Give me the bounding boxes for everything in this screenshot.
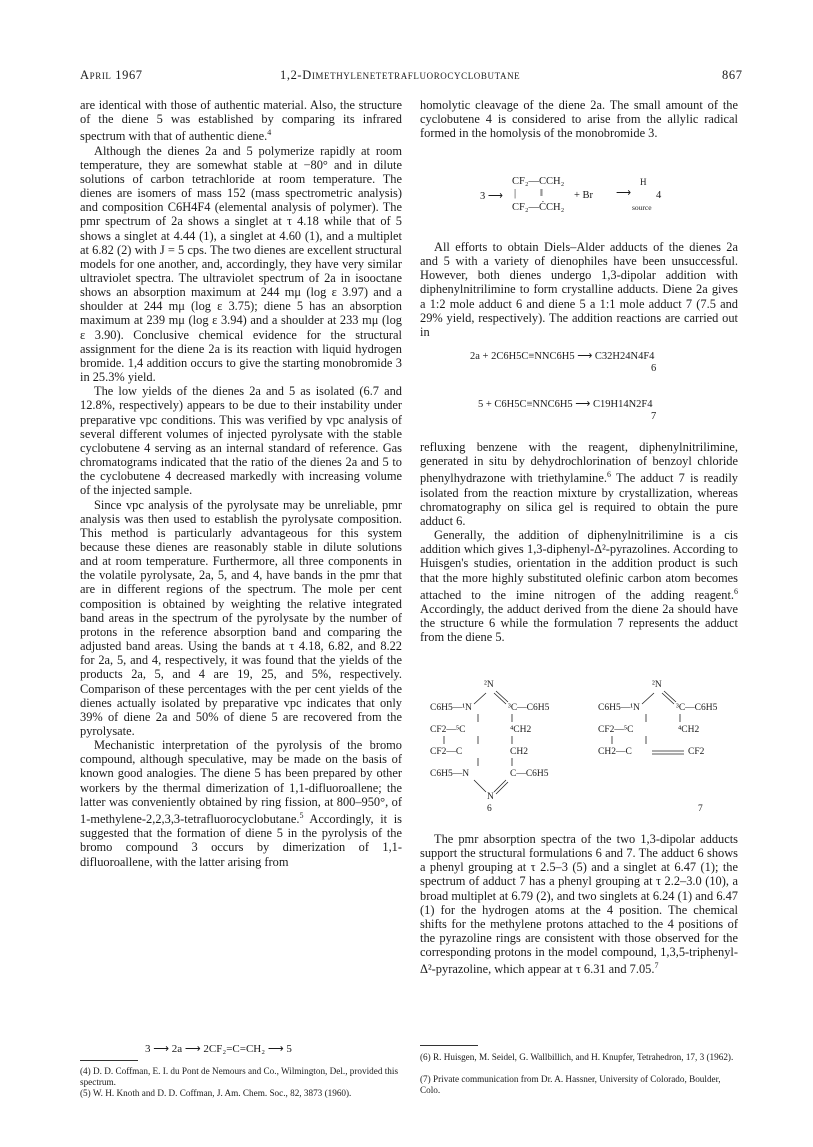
paragraph: Although the dienes 2a and 5 polymerize rapidly at room temperature, they are somewhat stable at −80° and in dilute solutions of carbon tetrachloride at room temperature. The dienes are isomers of mass 152 (mass spectrometric analysis) and composition C6H4F4 (elemental analysis of polymer). The pmr spectrum of 2a shows a singlet at τ 4.18 while that of 5 shows a singlet at 4.44 (1), a singlet at 4.60 (1), and a multiplet at 6.82 (2) with J = 5 cps. The two dienes are excellent structural models for one another, and, accordingly, they have very similar ultraviolet spectra. The ultraviolet spectrum of 2a in isooctane shows an absorption maximum at 244 mμ (log ε 3.97) and a shoulder at 244 mμ (log ε 3.75); diene 5 has an absorption maximum at 239 mμ (log ε 3.94) and a shoulder at 233 mμ (log ε 3.90). Conclusive chemical evidence for the structural assignment for the diene 2a is its reaction with liquid hydrogen bromide. 1,4 addition occurs to give the starting monobromide 3 in 25.3% yield. xyxy=(80,143,402,385)
structure-7: ²N C6H5—¹N ³C—C6H5 CF2—⁵C ⁴CH2 CH2—C CF2 7 xyxy=(598,680,748,815)
paragraph: Generally, the addition of diphenylnitrilimine is a cis addition which gives 1,3-diphenyl-Δ²-pyrazolines. According to Huisgen's studies, orientation in the addition product is such that the more highly substituted olefinic carbon atom becomes attached to the imine nitrogen of the adding reagent.$^6$ Accordingly, the adduct derived from the diene 2a should have the structure 6 while the formulation 7 represents the adduct from the diene 5. xyxy=(420,528,738,645)
footnote-4: (4) D. D. Coffman, E. I. du Pont de Nemours and Co., Wilmington, Del., provided this spectrum. xyxy=(80,1066,399,1087)
footnote-rule xyxy=(420,1045,478,1046)
right-column-bottom xyxy=(420,832,738,977)
paragraph: Since vpc analysis of the pyrolysate may be unreliable, pmr analysis was then used to establish the pyrolysate composition. This method is particularly advantageous for this system because these dienes are reasonably stable in dilute solutions and at room temperature. Furthermore, all three components in the volatile pyrolysate, 2a, 5, and 4, have bands in the pmr that are in different regions of the spectrum. The mole per cent composition is obtained by weighting the relative integrated band areas in the spectrum of the pyrolysate by the number of protons in the reference absorption band and comparing the adjusted band areas. Using the bands at τ 4.18, 6.82, and 8.22 for 2a, 5, and 4, respectively, it was found that the yields of the products 2a, 5, and 4 are 19, 25, and 5%, respectively. Comparison of these percentages with the per cent yields of the dienes actually isolated by preparative vpc indicates that only 39% of diene 2a and 50% of diene 5 are recovered from the pyrolysate. xyxy=(80,497,402,738)
pyrolysis-scheme: 3 ⟶ 2a ⟶ 2CF₂=C=CH₂ ⟶ 5 xyxy=(145,1043,292,1055)
equation-6-number: 6 xyxy=(651,363,657,374)
running-head-left: April 1967 xyxy=(80,68,143,82)
reaction-scheme-bromine: 3 ⟶ CF₂—CCH₂ CF₂—ĊCH₂ | ‖ + Br H ⟶ source 4 xyxy=(480,176,662,213)
equation-7-number: 7 xyxy=(651,411,657,422)
footnote-6: (6) R. Huisgen, M. Seidel, G. Wallbillich, and H. Knupfer, Tetrahedron, 17, 3 (1962). xyxy=(420,1052,734,1062)
structure-6: ²N C6H5—¹N ³C—C6H5 CF2—⁵C ⁴CH2 CF2—C CH2 C6H5—N C—C6H5 N 6 xyxy=(430,680,580,815)
paragraph: refluxing benzene with the reagent, diphenylnitrilimine, generated in situ by dehydrochlorination of benzoyl chloride phenylhydrazone with triethylamine.$^6$ The adduct 7 is readily isolated from the reaction mixture by crystallization, whereas chromatography on silica gel is required to obtain the pure adduct 6. xyxy=(420,440,738,528)
paragraph: All efforts to obtain Diels–Alder adducts of the dienes 2a and 5 with a variety of dienophiles have been unsuccessful. However, both dienes undergo 1,3-dipolar addition with diphenylnitrilimine to form crystalline adducts. Diene 2a gives a 1:2 mole adduct 6 and diene 5 a 1:1 mole adduct 7 (7.5 and 29% yield, respectively). The addition reactions are carried out in xyxy=(420,240,738,339)
footnote-rule xyxy=(80,1060,138,1061)
right-column-top xyxy=(420,98,738,140)
equation-6: 2a + 2C6H5C≡NNC6H5 ⟶ C32H24N4F4 xyxy=(470,351,655,362)
right-column-lower xyxy=(420,440,738,644)
right-column-mid xyxy=(420,240,738,339)
paragraph: homolytic cleavage of the diene 2a. The small amount of the cyclobutene 4 is considered to arise from the allylic radical formed in the homolysis of the monobromide 3. xyxy=(420,98,738,141)
equation-7: 5 + C6H5C≡NNC6H5 ⟶ C19H14N2F4 xyxy=(478,399,653,410)
page-number: 867 xyxy=(722,68,743,82)
paragraph: Mechanistic interpretation of the pyrolysis of the bromo compound, although speculative, may be made on the basis of known good analogies. The diene 5 has been prepared by other workers by the thermal dimerization of 1,1-difluoroallene; the latter was conveniently obtained by ring fission, at 800–950°, of 1-methylene-2,2,3,3-tetrafluorocyclobutane.$^5$ Accordingly, it is suggested that the formation of diene 5 in the pyrolysis of the bromo compound 3 occurs by dimerization of 1,1-difluoroallene, with the latter arising from xyxy=(80,738,402,869)
running-head-title: 1,2-Dimethylenetetrafluorocyclobutane xyxy=(280,68,521,82)
paragraph: are identical with those of authentic material. Also, the structure of the diene 5 was established by comparing its infrared spectrum with that of authentic diene.$^4$ xyxy=(80,98,402,144)
footnote-7: (7) Private communication from Dr. A. Hassner, University of Colorado, Boulder, Colo. xyxy=(420,1074,721,1095)
footnote-5: (5) W. H. Knoth and D. D. Coffman, J. Am. Chem. Soc., 82, 3873 (1960). xyxy=(80,1088,352,1098)
paragraph: The low yields of the dienes 2a and 5 as isolated (6.7 and 12.8%, respectively) appears to be due to their instability under preparative vpc conditions. This was verified by vpc analysis of several different volumes of injected pyrolysate with the stable cyclobutene 4 serving as an internal standard of reference. Gas chromatograms indicated that the ratio of the dienes 2a and 5 to the cyclobutene 4 decreased markedly with increasing volume of the injected sample. xyxy=(80,384,402,498)
left-column xyxy=(80,98,402,869)
paragraph: The pmr absorption spectra of the two 1,3-dipolar adducts support the structural formulations 6 and 7. The adduct 6 shows a phenyl grouping at τ 2.5–3 (5) and a singlet at 6.47 (1); the spectrum of adduct 7 has a phenyl grouping at τ 2.2–3.0 (10), a broad multiplet at 6.79 (2), and two singlets at 6.24 (1) and 6.47 (1) for the hydrogen atoms at the 4 position. The chemical shifts for the methylene protons attached to the 4 positions of the pyrazoline rings are consistent with those observed for the corresponding protons in the model compound, 1,3,5-triphenyl-Δ²-pyrazoline, which appear at τ 6.31 and 7.05.$^7$ xyxy=(420,832,738,977)
